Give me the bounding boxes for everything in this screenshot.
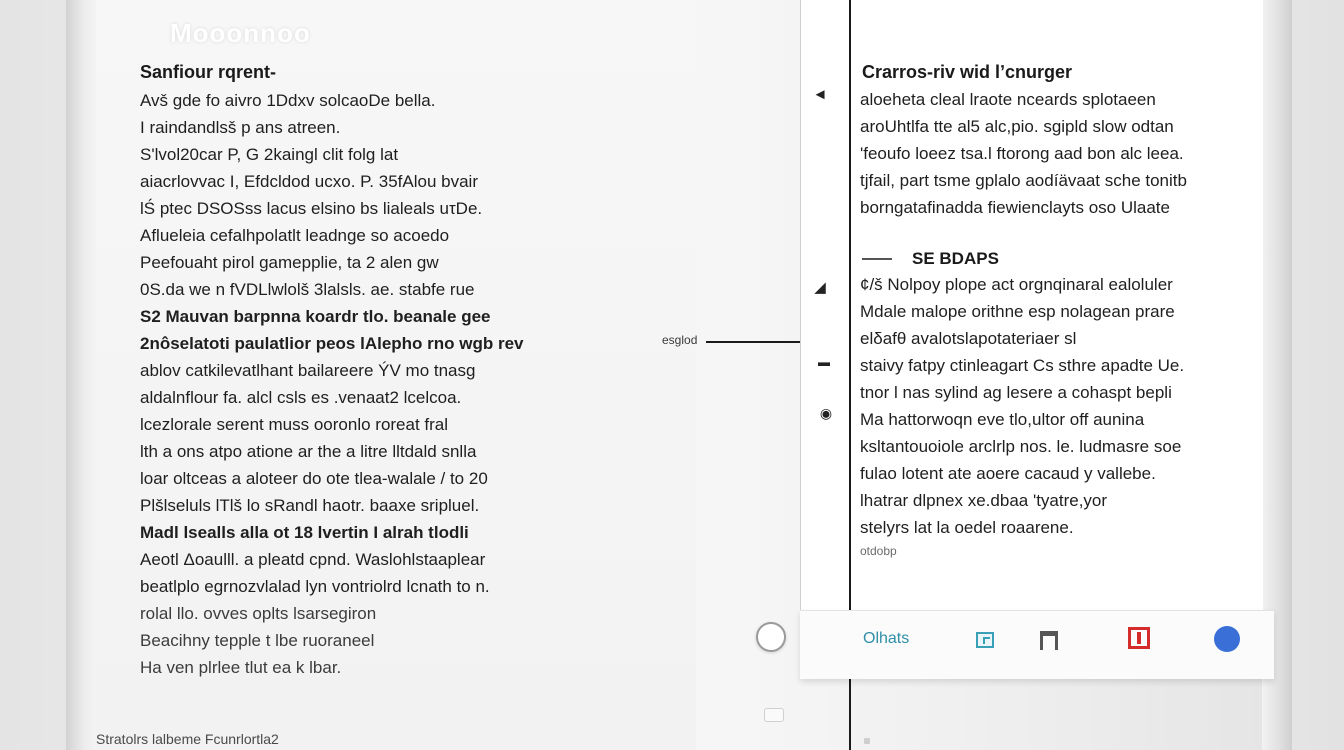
body-line: 2nôselatoti paulatlior peos lAlepho rno wgb rev [140,334,524,353]
section-line: ksltantouoiole arclrlp nos. le. ludmasre soe [860,437,1182,456]
body-line: loar oltceas a aloteer do ote tlea-walale / to 20 [140,469,488,488]
faded-title: Mooonnoo [170,18,311,48]
section-line: stelyrs lat la oedel roaarene. [860,518,1074,537]
intro-line: borngatafinadda fiewienclayts oso Ulaate [860,198,1170,217]
body-line: rolal llo. ovves oplts lsarsegiron [140,604,377,623]
body-line: lth a ons atpo atione ar the a litre lltdald snlla [140,442,477,461]
body-line: ablov catkilevatlhant bailareere ÝV mo tnasg [140,361,476,380]
body-line: Aeotl Δoaulll. a pleatd cpnd. Waslohlstaaplear [140,550,486,569]
column-view-icon[interactable] [1040,631,1058,649]
comment-icon[interactable]: ▬ [818,355,830,369]
right-section-text [860,272,1255,560]
section-tail: otdobp [860,544,897,558]
circle-toggle-button[interactable] [756,622,786,652]
body-line: Avš gde fo aivro 1Ddxv solcaoDe bella. [140,91,436,110]
section-line: tnor l nas sylind ag lesere a cohaspt bepli [860,383,1172,402]
right-panel-heading: Crarros-riv wid lʼcnurger [862,62,1073,82]
body-line: I raindandlsš p ans atreen. [140,118,341,137]
body-line: lŚ ptec DSOSss lacus elsino bs lialeals uτDe. [140,199,483,218]
speaker-icon[interactable]: ◄ [812,86,828,103]
section-rule [862,258,892,260]
right-intro-text [860,87,1255,222]
intro-line: tjfail, part tsme gplalo aodíävaat sche tonitb [860,171,1187,190]
body-line: Plšlseluls lTlš lo sRandl haotr. baaxe sripluel. [140,496,480,515]
bookmark-icon[interactable]: ◢ [814,279,826,296]
body-line: lcezlorale serent muss ooronlo roreat fral [140,415,449,434]
section-line: ¢/š Nolpoy plope act orgnqinaral ealoluler [860,275,1173,294]
body-line: 0S.da we n fVDLlwlolš 3lalsls. ae. stabfe rue [140,280,475,299]
section-line: elδafθ avalotslapotateriaer sl [860,329,1077,348]
section-line: staivy fatpy ctinleagart Cs sthre apadte Ue. [860,356,1185,375]
body-line: Beacihny tepple t lbe ruoraneel [140,631,375,650]
section-line: Ma hattorwoqn eve tlo,ultor off aunina [860,410,1145,429]
intro-line: aroUhtlfa tte al5 alc,pio. sgipld slow odtan [860,117,1174,136]
section-line: lhatrar dlpnex xe.dbaa 'tyatre,yor [860,491,1108,510]
grid-view-icon[interactable] [976,632,994,648]
section-line: Mdale malope orithne esp nolagean prare [860,302,1175,321]
body-line: S2 Mauvan barpnna koardr tlo. beanale gee [140,307,491,326]
left-document-heading: Sanfiour rqrent- [140,62,277,82]
body-line: beatlplo egrnozvlalad lyn vontriolrd lcnath to n. [140,577,490,596]
intro-line: 'feoufo loeez tsa.l ftorong aad bon alc leea. [860,144,1184,163]
body-line: aiacrlovvac I, Efdcldod ucxo. P. 35fAlou bvair [140,172,478,191]
body-line: Peefouaht pirol gamepplie, ta 2 alen gw [140,253,439,272]
body-line: S'lvol20car P, G 2kaingl clit folg lat [140,145,399,164]
settings-icon[interactable]: ◉ [819,405,833,421]
section-heading: SE BDAPS [912,249,999,268]
bottom-marker [864,738,870,744]
pointer-label: esglod [662,333,698,347]
intro-line: aloeheta cleal lraote nceards splotaeen [860,90,1156,109]
highlight-icon[interactable] [1128,627,1150,649]
toolbar-label-link[interactable]: Olhats [863,630,910,647]
bottom-toolbar [800,610,1274,679]
left-document-footer: Stratolrs lalbeme Fcunrlortla2 [96,731,279,747]
window-frame-left [66,0,96,750]
section-line: fulao lotent ate aoere cacaud y vallebe. [860,464,1156,483]
left-document-body [140,88,570,682]
body-line: Ha ven plrlee tlut ea k lbar. [140,658,342,677]
body-line: Aflueleia cefalhpolatlt leadnge so acoedo [140,226,450,245]
profile-avatar-icon[interactable] [1214,626,1240,652]
body-line: aldalnflour fa. alcl csls es .venaat2 lcelcoa. [140,388,462,407]
small-handle[interactable] [764,708,784,722]
body-line: Madl lsealls alla ot 18 lvertin I alrah tlodli [140,523,469,542]
